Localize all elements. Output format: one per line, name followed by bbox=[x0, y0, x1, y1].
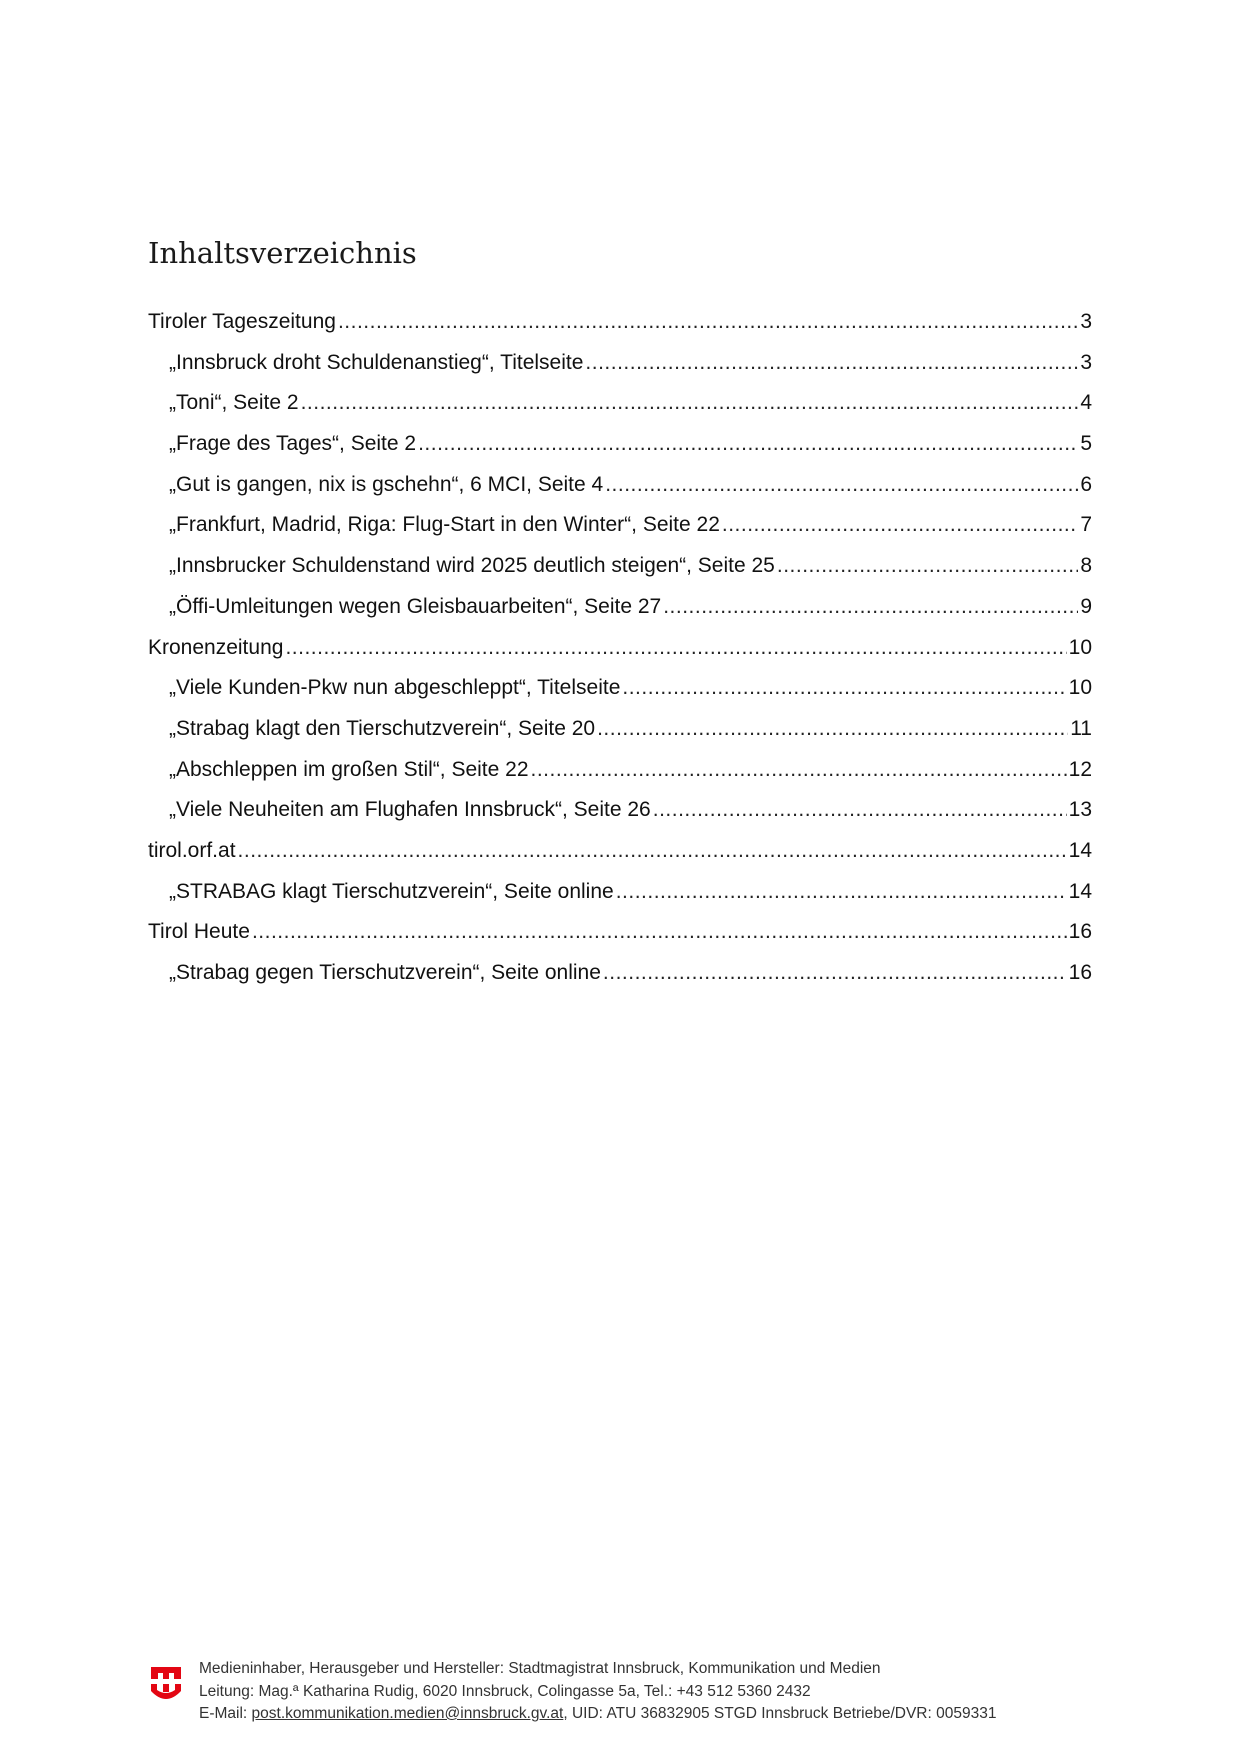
toc-entry-label: „Innsbruck droht Schuldenanstieg“, Titelseite bbox=[169, 350, 584, 374]
dot-leader bbox=[663, 587, 1078, 628]
dot-leader bbox=[616, 872, 1067, 913]
toc-entry-page: 14 bbox=[1068, 879, 1092, 903]
toc-article-entry[interactable] bbox=[148, 953, 1092, 994]
dot-leader bbox=[777, 546, 1078, 587]
toc-article-entry[interactable] bbox=[148, 668, 1092, 709]
toc-section-entry[interactable] bbox=[148, 831, 1092, 872]
toc-article-entry[interactable] bbox=[148, 546, 1092, 587]
toc-entry-page: 10 bbox=[1068, 635, 1092, 659]
uid-text: , UID: ATU 36832905 STGD Innsbruck Betriebe/DVR: 0059331 bbox=[563, 1705, 997, 1722]
toc-entry-label: Tirol Heute bbox=[148, 920, 250, 944]
toc-entry-page: 3 bbox=[1080, 310, 1092, 333]
dot-leader bbox=[238, 831, 1067, 872]
toc-entry-label: „Viele Neuheiten am Flughafen Innsbruck“, Seite 26 bbox=[169, 798, 651, 822]
dot-leader bbox=[301, 383, 1079, 424]
toc-entry-page: 14 bbox=[1068, 838, 1092, 862]
dot-leader bbox=[653, 790, 1067, 831]
table-of-contents bbox=[148, 302, 1092, 994]
toc-article-entry[interactable] bbox=[148, 465, 1092, 506]
dot-leader bbox=[622, 668, 1066, 709]
toc-entry-page: 13 bbox=[1068, 798, 1092, 822]
toc-article-entry[interactable] bbox=[148, 587, 1092, 628]
toc-entry-label: „Toni“, Seite 2 bbox=[169, 391, 299, 415]
toc-entry-page: 5 bbox=[1080, 432, 1092, 456]
toc-article-entry[interactable] bbox=[148, 750, 1092, 791]
toc-article-entry[interactable] bbox=[148, 383, 1092, 424]
toc-entry-label: „Abschleppen im großen Stil“, Seite 22 bbox=[169, 757, 529, 781]
toc-entry-label: „Frage des Tages“, Seite 2 bbox=[169, 432, 417, 456]
toc-entry-label: „Viele Kunden-Pkw nun abgeschleppt“, Titelseite bbox=[169, 676, 621, 700]
toc-entry-label: „Strabag klagt den Tierschutzverein“, Seite 20 bbox=[169, 716, 596, 740]
toc-entry-label: „Gut is gangen, nix is gschehn“, 6 MCI, Seite 4 bbox=[169, 472, 604, 496]
toc-article-entry[interactable] bbox=[148, 709, 1092, 750]
toc-entry-label: „Frankfurt, Madrid, Riga: Flug-Start in den Winter“, Seite 22 bbox=[169, 513, 720, 537]
dot-leader bbox=[418, 424, 1078, 465]
toc-entry-page: 7 bbox=[1080, 513, 1092, 537]
dot-leader bbox=[722, 505, 1078, 546]
toc-entry-label: „Öffi-Umleitungen wegen Gleisbauarbeiten“, Seite 27 bbox=[169, 594, 662, 618]
footer-publisher: Medieninhaber, Herausgeber und Hersteller: Stadtmagistrat Innsbruck, Kommunikation und Medien bbox=[199, 1660, 881, 1677]
toc-entry-label: Tiroler Tageszeitung bbox=[148, 310, 336, 333]
dot-leader bbox=[531, 750, 1067, 791]
toc-entry-page: 10 bbox=[1068, 676, 1092, 700]
dot-leader bbox=[252, 912, 1067, 953]
toc-entry-page: 11 bbox=[1070, 716, 1092, 740]
toc-entry-page: 9 bbox=[1080, 594, 1092, 618]
toc-article-entry[interactable] bbox=[148, 424, 1092, 465]
toc-entry-label: „Innsbrucker Schuldenstand wird 2025 deutlich steigen“, Seite 25 bbox=[169, 554, 775, 578]
footer-contact bbox=[199, 1703, 996, 1726]
toc-entry-page: 16 bbox=[1068, 961, 1092, 984]
toc-entry-label: „STRABAG klagt Tierschutzverein“, Seite online bbox=[169, 879, 614, 903]
dot-leader bbox=[285, 628, 1066, 669]
toc-article-entry[interactable] bbox=[148, 505, 1092, 546]
dot-leader bbox=[585, 343, 1078, 384]
toc-entry-page: 6 bbox=[1080, 472, 1092, 496]
toc-entry-page: 3 bbox=[1080, 350, 1092, 374]
toc-article-entry[interactable] bbox=[148, 790, 1092, 831]
toc-entry-page: 16 bbox=[1068, 920, 1092, 944]
dot-leader bbox=[597, 709, 1068, 750]
dot-leader bbox=[605, 465, 1078, 506]
toc-entry-label: tirol.orf.at bbox=[148, 838, 236, 862]
toc-entry-page: 8 bbox=[1080, 554, 1092, 578]
footer-management: Leitung: Mag.ª Katharina Rudig, 6020 Innsbruck, Colingasse 5a, Tel.: +43 512 5360 2432 bbox=[199, 1682, 811, 1700]
toc-article-entry[interactable] bbox=[148, 872, 1092, 913]
email-label: E-Mail: bbox=[199, 1705, 252, 1722]
toc-section-entry[interactable] bbox=[148, 912, 1092, 953]
email-link[interactable]: post.kommunikation.medien@innsbruck.gv.at bbox=[251, 1705, 564, 1722]
dot-leader bbox=[338, 302, 1078, 343]
toc-entry-page: 12 bbox=[1068, 757, 1092, 781]
footer bbox=[150, 1658, 996, 1726]
toc-entry-label: „Strabag gegen Tierschutzverein“, Seite online bbox=[169, 961, 601, 984]
dot-leader bbox=[603, 953, 1067, 994]
toc-entry-label: Kronenzeitung bbox=[148, 635, 284, 659]
toc-article-entry[interactable] bbox=[148, 343, 1092, 384]
toc-section-entry[interactable] bbox=[148, 628, 1092, 669]
toc-entry-page: 4 bbox=[1080, 391, 1092, 415]
innsbruck-logo-icon bbox=[150, 1663, 182, 1703]
page-title: Inhaltsverzeichnis bbox=[148, 236, 417, 270]
toc-section-entry[interactable] bbox=[148, 302, 1092, 343]
